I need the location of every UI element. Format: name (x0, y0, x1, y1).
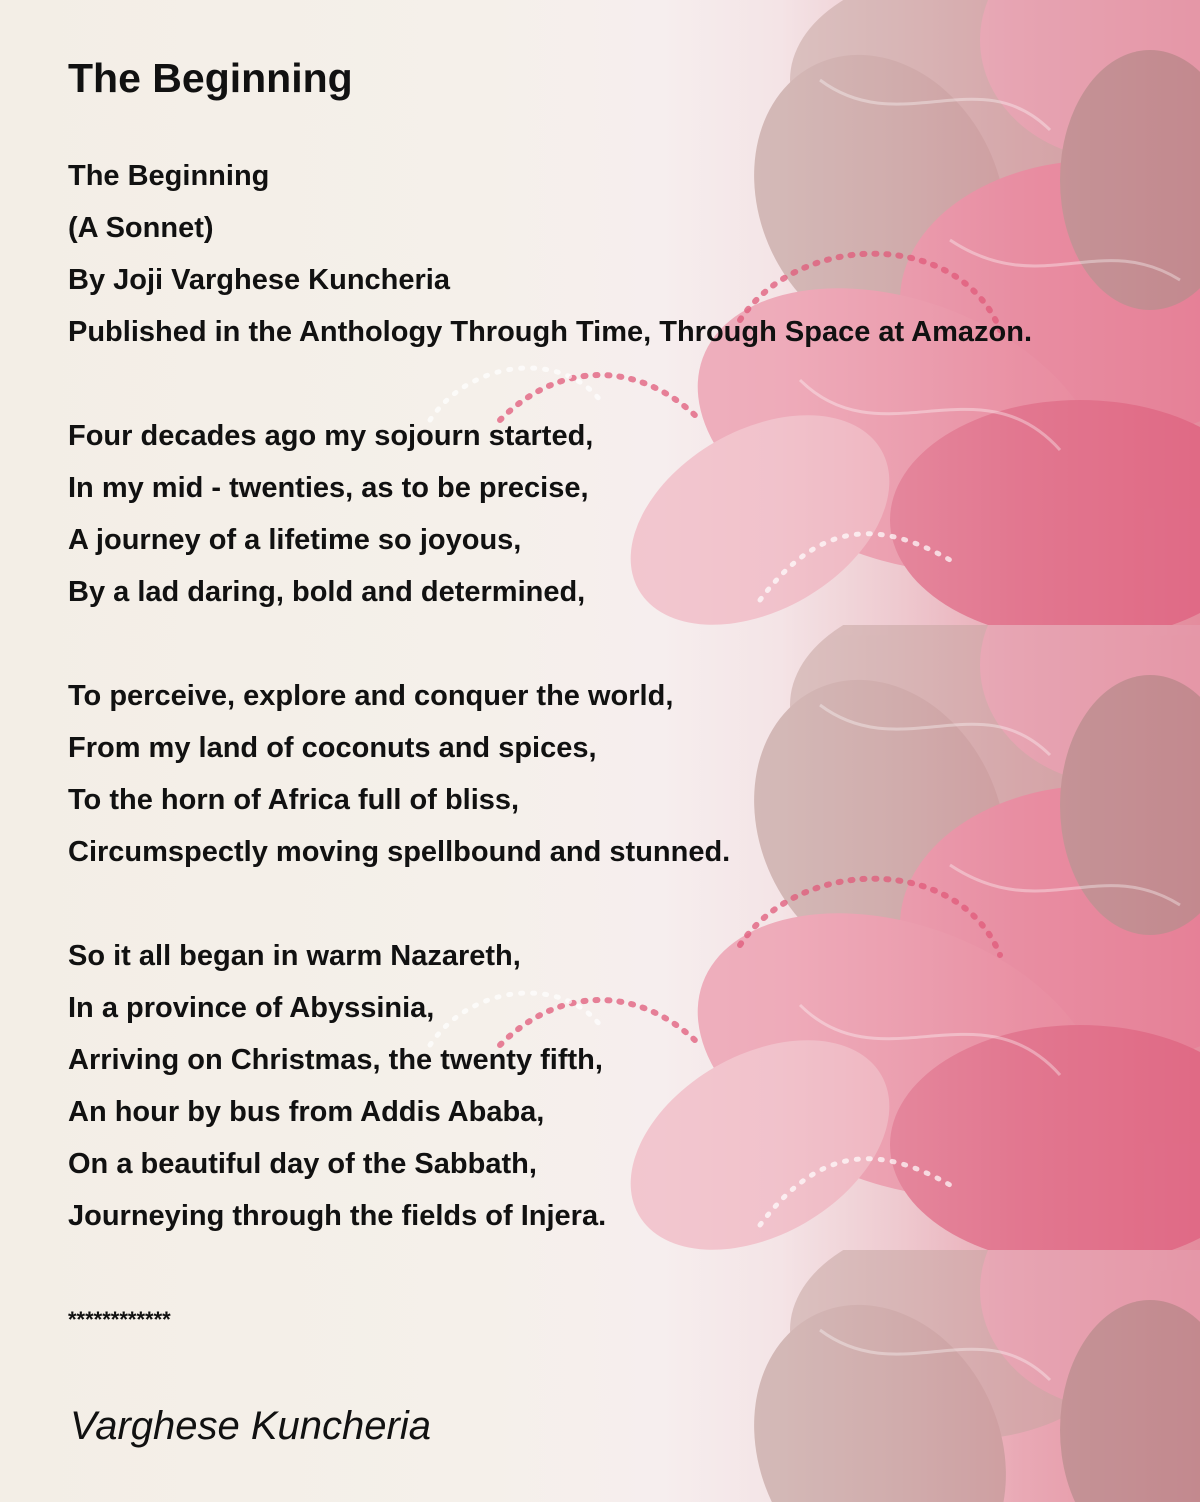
poem-line: Arriving on Christmas, the twenty fifth, (68, 1044, 603, 1076)
poem-line: So it all began in warm Nazareth, (68, 940, 521, 972)
poem-line: An hour by bus from Addis Ababa, (68, 1096, 545, 1128)
poem-line: By a lad daring, bold and determined, (68, 576, 586, 608)
poem-line: On a beautiful day of the Sabbath, (68, 1148, 537, 1180)
poem-line: In my mid - twenties, as to be precise, (68, 472, 589, 504)
poem-header-line: (A Sonnet) (68, 212, 214, 244)
poem-line: In a province of Abyssinia, (68, 992, 435, 1024)
poem-line: A journey of a lifetime so joyous, (68, 524, 522, 556)
stanza-break (68, 618, 1178, 670)
poem-line: Circumspectly moving spellbound and stunned. (68, 836, 731, 868)
poem-header-line: Published in the Anthology Through Time, Through Space at Amazon. (68, 316, 1032, 348)
poem-header-line: By Joji Varghese Kuncheria (68, 264, 450, 296)
poem-line: Four decades ago my sojourn started, (68, 420, 594, 452)
stanza-break (68, 358, 1178, 410)
stanza-break (68, 878, 1178, 930)
poem-header-line: The Beginning (68, 160, 270, 192)
poem-line: Journeying through the fields of Injera. (68, 1200, 607, 1232)
poem-separator: ************ (68, 1307, 171, 1332)
page-title: The Beginning (68, 55, 353, 101)
author-name: Varghese Kuncheria (70, 1404, 431, 1448)
poem-line: To perceive, explore and conquer the world, (68, 680, 674, 712)
poem-line: From my land of coconuts and spices, (68, 732, 597, 764)
poem-body (68, 150, 1178, 1346)
poem-line: To the horn of Africa full of bliss, (68, 784, 520, 816)
stanza-break (68, 1242, 1178, 1294)
